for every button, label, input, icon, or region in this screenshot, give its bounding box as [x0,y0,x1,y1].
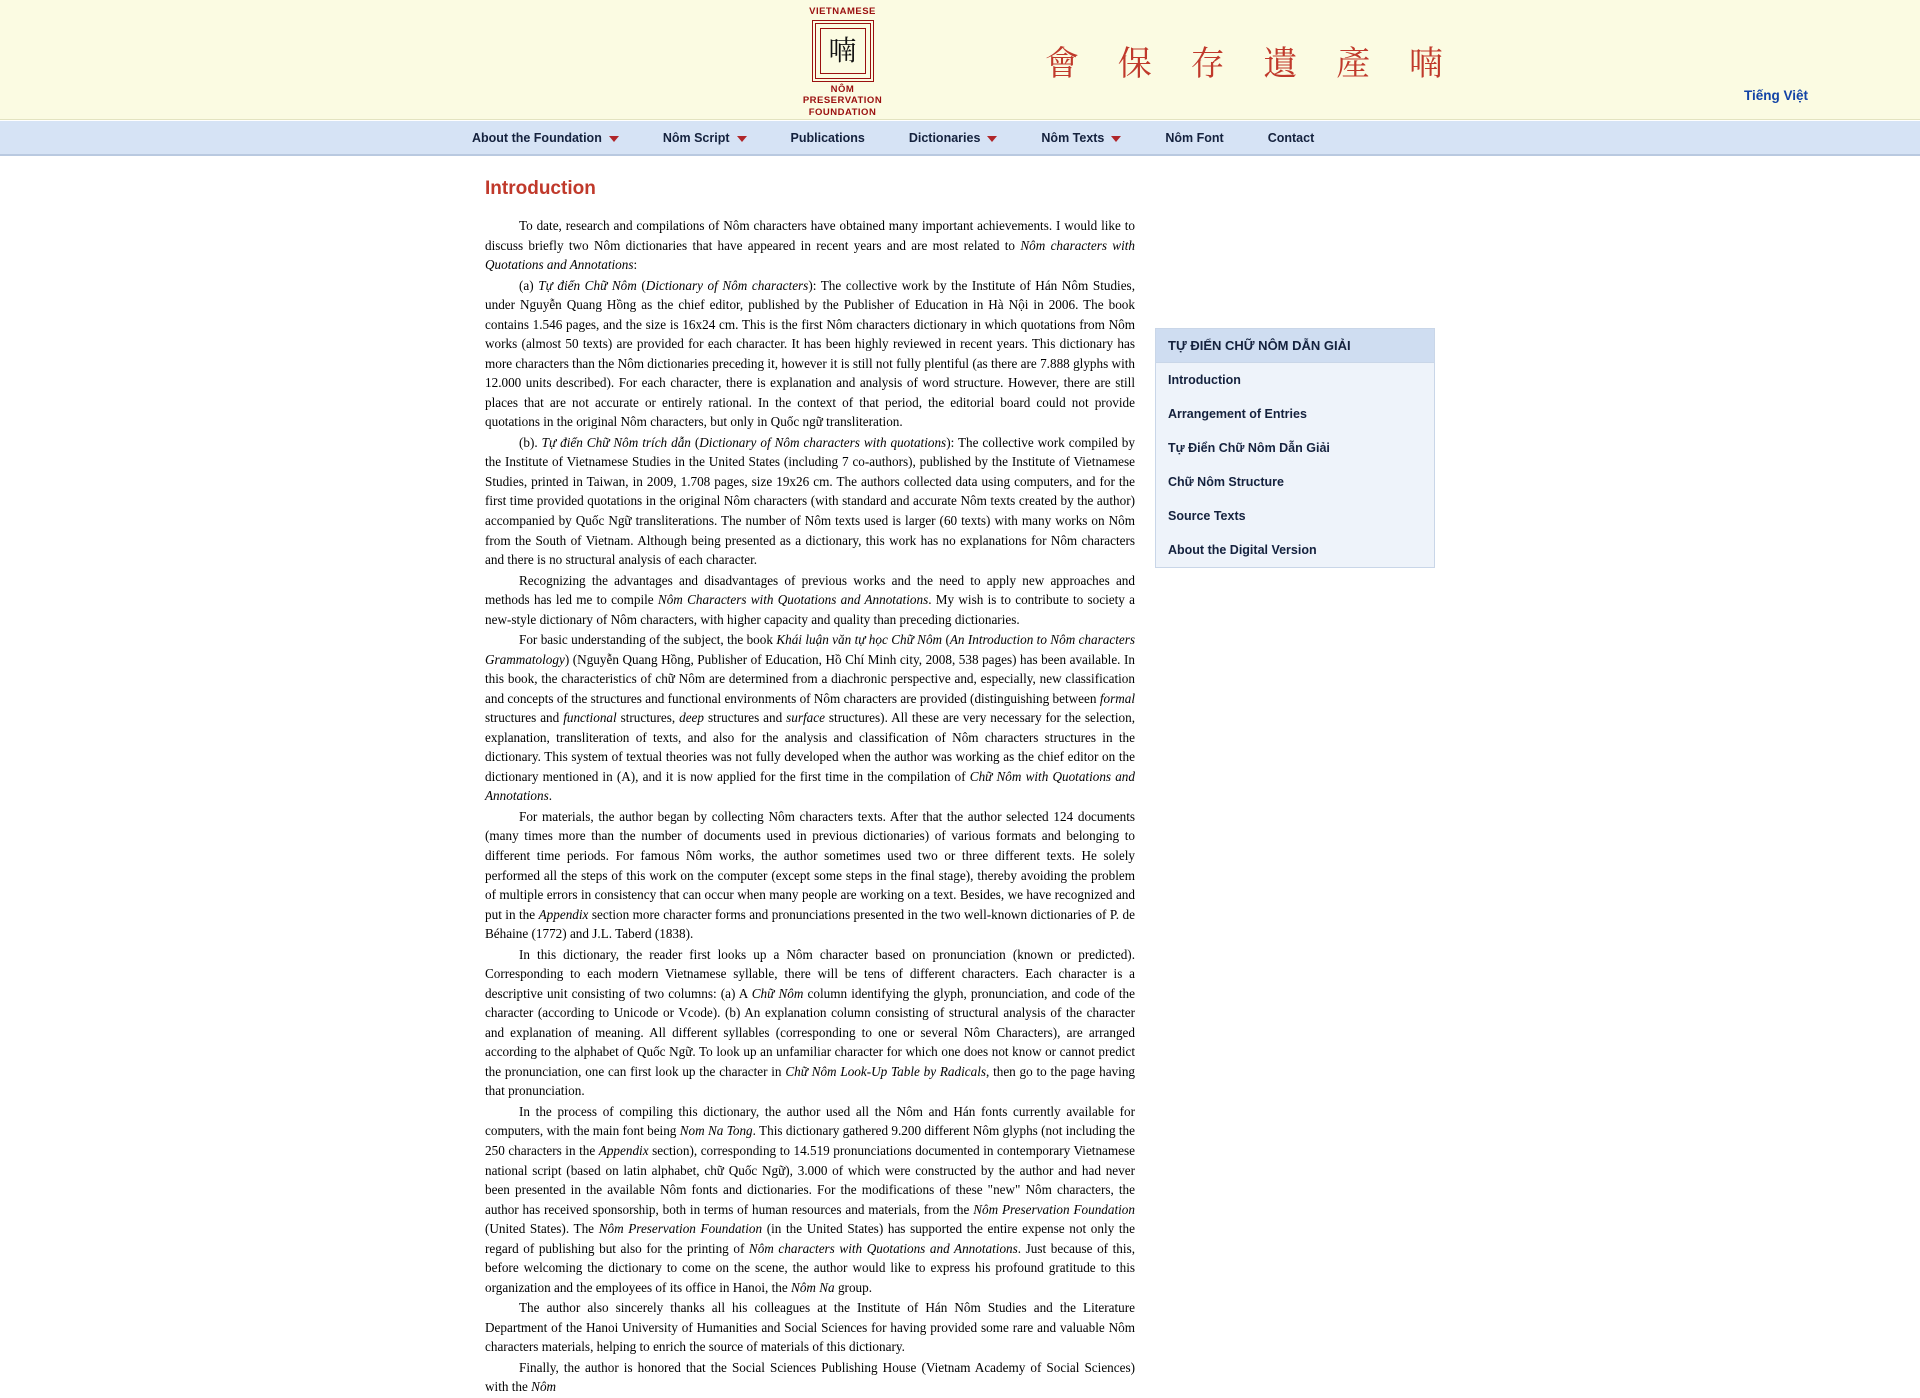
paragraph: Finally, the author is honored that the Social Sciences Publishing House (Vietnam Academy of Social Sciences) with the Nôm [485,1359,1135,1395]
nav-label: Nôm Font [1165,130,1224,145]
page-title: Introduction [485,178,596,199]
chevron-down-icon [987,136,997,142]
nav-item-dictionaries[interactable] [887,120,1020,156]
nav-label: Nôm Texts [1041,130,1105,145]
sidebar-item-about-the-digital-version[interactable]: About the Digital Version [1156,533,1434,567]
paragraph: (b). Tự điển Chữ Nôm trích dẫn (Dictionary of Nôm characters with quotations): The collective work compiled by the Institute of Vietnamese Studies in the United States (including 7 co-authors), published by the Institute of Vietnamese Studies, printed in Taiwan, in 2009, 1.708 pages, size 19x26 cm. The authors collected data using computers, and for the first time provided quotations in the original Nôm characters (with standard and accurate Nôm texts created by the author) accompanied by Quốc Ngữ transliterations. The number of Nôm texts used is larger (60 texts) with many works on Nôm from the South of Vietnam. Although being presented as a dictionary, this work has no explanations for Nôm characters and there is no structural analysis of each character. [485,434,1135,568]
paragraph: The author also sincerely thanks all his colleagues at the Institute of Hán Nôm Studies and the Literature Department of the Hanoi University of Humanities and Social Sciences for having provided some rare and valuable Nôm characters materials, helping to enrich the source of materials of this dictionary. [485,1300,1135,1355]
sidebar-item-tu-dien-chu-nom-dan-giai[interactable]: Tự Điển Chữ Nôm Dẫn Giải [1156,431,1434,465]
chevron-down-icon [609,136,619,142]
sidebar-item-arrangement-of-entries[interactable]: Arrangement of Entries [1156,397,1434,431]
nav-label: Publications [790,130,865,145]
paragraph: Recognizing the advantages and disadvantages of previous works and the need to apply new approaches and methods has led me to compile Nôm Characters with Quotations and Annotations. My wish is to contribute to society a new-style dictionary of Nôm characters, with higher capacity and quality than preceding dictionaries. [485,572,1135,627]
page-body [0,156,1920,1395]
nav-item-contact[interactable] [1246,120,1337,156]
banner-nom-characters: 會 保 存 遺 產 喃 [1045,44,1458,84]
nav-label: About the Foundation [472,130,602,145]
main-navigation [0,120,1920,156]
chevron-down-icon [737,136,747,142]
paragraph: In this dictionary, the reader first looks up a Nôm character based on pronunciation (known or predicted). Corresponding to each modern Vietnamese syllable, there will be tens of different characters. Each character is a descriptive unit consisting of two columns: (a) A Chữ Nôm column identifying the glyph, pronunciation, and code of the character (according to Unicode or Vcode). (b) An explanation column consisting of structural analysis of the character and explanation of meaning. All different syllables (corresponding to one or several Nôm Characters), are arranged according to the alphabet of Quốc Ngữ. To look up an unfamiliar character for which one does not know or cannot predict the pronunciation, one can first look up the character in Chữ Nôm Look-Up Table by Radicals, then go to the page having that pronunciation. [485,946,1136,1099]
sidebar-item-chu-nom-structure[interactable]: Chữ Nôm Structure [1156,465,1434,499]
chevron-down-icon [1111,136,1121,142]
sidebar-item-source-texts[interactable]: Source Texts [1156,499,1434,533]
paragraph: To date, research and compilations of Nôm characters have obtained many important achievements. I would like to discuss briefly two Nôm dictionaries that have appeared in recent years and are most related to Nôm characters with Quotations and Annotations: [485,218,1135,273]
nav-item-nom-texts[interactable] [1019,120,1143,156]
sidebar-item-introduction[interactable]: Introduction [1156,363,1434,397]
section-sidebar [1155,328,1435,568]
language-switch-link[interactable]: Tiếng Việt [1743,88,1808,103]
paragraph: For materials, the author began by collecting Nôm characters texts. After that the author selected 124 documents (many times more than the number of documents used in previous dictionaries) of various formats and belonging to different time periods. For famous Nôm works, the author sometimes used two or three different texts. He solely performed all the steps of this work on the computer (except some steps in the final stage), thereby avoiding the problem of multiple errors in consistency that can occur when many people are working on a text. Besides, we have recognized and put in the Appendix section more character forms and pronunciations presented in the two well-known dictionaries of P. de Béhaine (1772) and J.L. Taberd (1838). [485,808,1135,942]
article-content [485,178,1135,1398]
nav-item-nom-script[interactable] [641,120,769,156]
logo-bottom-text: NÔM PRESERVATION FOUNDATION [802,83,883,119]
sidebar-title: TỰ ĐIỂN CHỮ NÔM DẪN GIẢI [1156,329,1434,363]
logo-top-text: VIETNAMESE [809,6,876,17]
logo-seal-icon [812,20,874,82]
paragraph: In the process of compiling this dictionary, the author used all the Nôm and Hán fonts currently available for computers, with the main font being Nom Na Tong. This dictionary gathered 9.200 different Nôm glyphs (not including the 250 characters in the Appendix section), corresponding to 14.519 pronunciations documented in contemporary Vietnamese national script (based on latin alphabet, chữ Quốc Ngữ), 3.000 of which were constructed by the author and had never been presented in the available Nôm fonts and dictionaries. For the modifications of these "new" Nôm characters, the author has received sponsorship, both in terms of human resources and materials, from the Nôm Preservation Foundation (United States). The Nôm Preservation Foundation (in the United States) has supported the entire expense not only the regard of publishing but also for the printing of Nôm characters with Quotations and Annotations. Just because of this, before welcoming the dictionary to come on the scene, the author would like to express his profound gratitude to this organization and the employees of its office in Hanoi, the Nôm Na group. [485,1103,1135,1295]
foundation-logo [795,0,890,122]
logo-nom-glyph: 喃 [828,33,857,67]
article-paragraphs [485,216,1135,1397]
site-header [0,0,1920,120]
nav-item-about-the-foundation[interactable] [450,120,641,156]
paragraph: For basic understanding of the subject, the book Khái luận văn tự học Chữ Nôm (An Introduction to Nôm characters Grammatology) (Nguyễn Quang Hồng, Publisher of Education, Hồ Chí Minh city, 2008, 538 pages) has been available. In this book, the characteristics of chữ Nôm are determined from a diachronic perspective and, especially, new classification and concepts of the structures and functional environments of Nôm characters are provided (distinguishing between formal structures and functional structures, deep structures and surface structures). All these are very necessary for the selection, explanation, transliteration of texts, and also for the analysis and classification of Nôm characters structures in the dictionary. This system of textual theories was not fully developed when the author was working as the chief editor on the dictionary mentioned in (A), and it is now applied for the first time in the compilation of Chữ Nôm with Quotations and Annotations. [485,632,1135,804]
nav-item-nom-font[interactable] [1143,120,1245,156]
nav-label: Dictionaries [908,130,981,145]
nav-item-publications[interactable] [769,120,887,156]
nav-label: Contact [1267,130,1315,145]
nav-label: Nôm Script [662,130,730,145]
paragraph: (a) Tự điển Chữ Nôm (Dictionary of Nôm characters): The collective work by the Institute of Hán Nôm Studies, under Nguyễn Quang Hồng as the chief editor, published by the Publisher of Education in Hà Nội in 2006. The book contains 1.546 pages, and the size is 16x24 cm. This is the first Nôm characters dictionary in which quotations from Nôm works (almost 50 texts) are provided for each character. It has been highly reviewed in recent years. This dictionary has more characters than the Nôm dictionaries preceding it, however it is still not fully plentiful (as there are 7.888 glyphs with 12.000 units described). For each character, there is explanation and analysis of word structure. However, there are still places that are not accurate or entirely rational. In the context of that period, the editorial board could not provide quotations in the original Nôm characters, but only in Quốc ngữ transliteration. [485,277,1135,430]
